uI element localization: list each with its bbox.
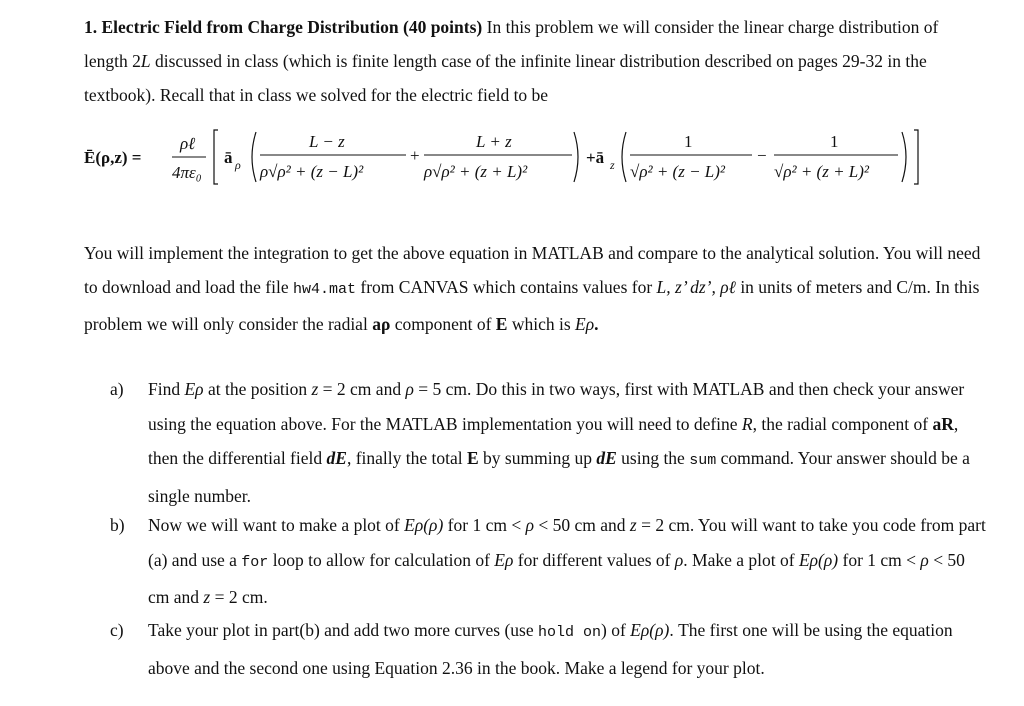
a-t7: , finally the total bbox=[346, 448, 467, 468]
eq-term3-den: √ρ² + (z − L)² bbox=[630, 162, 726, 181]
a-t2: at the position bbox=[203, 379, 312, 399]
eq-outer-bracket-left bbox=[214, 130, 218, 184]
eq-outer-bracket-right bbox=[914, 130, 918, 184]
eq-paren-1-right bbox=[574, 132, 578, 182]
p2-Erho: Eρ bbox=[575, 314, 595, 334]
eq-term3-num: 1 bbox=[684, 132, 693, 151]
c-t1: Take your plot in part(b) and add two more curves (use bbox=[148, 620, 538, 640]
eq-unit-z-sub: z bbox=[610, 158, 615, 172]
b-t6: for different values of bbox=[513, 549, 675, 570]
part-b-text bbox=[148, 508, 990, 615]
p2-unit-vector: aρ bbox=[372, 314, 391, 334]
part-b bbox=[110, 508, 990, 615]
part-a bbox=[110, 372, 990, 513]
b-z: z bbox=[629, 515, 637, 535]
a-sum-code: sum bbox=[689, 452, 717, 469]
b-t4: = 2 cm. You will want to take you code from part (a) and use a bbox=[148, 515, 986, 570]
eq-paren-2-left bbox=[622, 132, 626, 182]
b-t3: < 50 cm and bbox=[533, 515, 630, 535]
b-Er3: Eρ(ρ) bbox=[798, 549, 839, 570]
c-hold-code: hold on bbox=[537, 624, 601, 641]
a-E: E bbox=[466, 448, 479, 468]
eq-term1-den: ρ√ρ² + (z − L)² bbox=[260, 162, 364, 181]
eq-unit-rho: ā bbox=[224, 148, 233, 167]
b-t1: Now we will want to make a plot of bbox=[148, 515, 405, 535]
eq-plus-1: + bbox=[410, 146, 420, 165]
problem-number: 1. bbox=[84, 17, 98, 37]
intro-L: L bbox=[140, 51, 151, 71]
p2-text-6: . bbox=[594, 314, 599, 334]
a-t3: = 2 cm and bbox=[318, 379, 406, 399]
c-t3: . The first one will be using the equation above and the second one using Equation 2.36 in the book. Make a legend for your plot. bbox=[148, 620, 953, 678]
part-c-text bbox=[148, 613, 990, 685]
eq-unit-rho-sub: ρ bbox=[235, 158, 241, 172]
p2-text-3: in units of meters and C/m. In this problem we will only consider the radial bbox=[84, 277, 980, 334]
a-t8: by summing up bbox=[478, 448, 597, 468]
b-Er2: Eρ bbox=[494, 549, 514, 570]
intro-text-1: In this problem we will consider the linear charge distribution of length 2 bbox=[84, 17, 939, 71]
b-t8: for 1 cm < bbox=[838, 549, 921, 570]
b-z2: z bbox=[203, 587, 211, 607]
eq-unit-z: +ā bbox=[586, 148, 605, 167]
p2-variables: L, z’ dz’, ρℓ bbox=[656, 277, 736, 297]
a-Er: Eρ bbox=[184, 379, 204, 399]
a-t1: Find bbox=[148, 379, 185, 399]
instructions-paragraph bbox=[84, 236, 984, 341]
a-R: R bbox=[741, 413, 753, 434]
eq-term4-den: √ρ² + (z + L)² bbox=[774, 162, 870, 181]
part-b-label: b) bbox=[110, 515, 125, 535]
a-t6: , then the differential field bbox=[148, 413, 959, 468]
p2-text-4: component of bbox=[390, 314, 496, 334]
eq-prefactor-den: 4πε₀ bbox=[172, 163, 202, 182]
c-Er: Eρ(ρ) bbox=[630, 620, 670, 640]
b-for-code: for bbox=[241, 553, 269, 571]
b-rho3: ρ bbox=[920, 549, 929, 570]
eq-prefactor-num: ρℓ bbox=[180, 134, 196, 153]
part-a-text bbox=[148, 372, 990, 513]
b-rho2: ρ bbox=[674, 549, 684, 570]
b-t10: = 2 cm. bbox=[210, 587, 268, 607]
a-aR: aR bbox=[932, 413, 954, 434]
b-t2: for 1 cm < bbox=[443, 515, 526, 535]
electric-field-equation bbox=[84, 122, 964, 192]
eq-term2-den: ρ√ρ² + (z + L)² bbox=[424, 162, 528, 181]
b-t7: . Make a plot of bbox=[683, 549, 799, 570]
part-c-label: c) bbox=[110, 620, 124, 640]
p2-E: E bbox=[495, 314, 508, 334]
problem-title: Electric Field from Charge Distribution (40 points) bbox=[101, 17, 483, 37]
filename-code: hw4.mat bbox=[292, 281, 356, 298]
part-a-label: a) bbox=[110, 379, 124, 399]
a-t5: , the radial component of bbox=[752, 413, 933, 434]
eq-term1-num: L − z bbox=[309, 132, 345, 151]
a-t10: command. Your answer should be a single number. bbox=[148, 448, 970, 506]
b-t9: < 50 cm and bbox=[148, 549, 965, 607]
a-t9: using the bbox=[616, 448, 690, 468]
eq-paren-1-left bbox=[252, 132, 256, 182]
a-rho: ρ bbox=[405, 379, 414, 399]
part-c bbox=[110, 613, 990, 685]
eq-minus: − bbox=[757, 146, 767, 165]
b-rho: ρ bbox=[525, 515, 534, 535]
b-Er: Eρ(ρ) bbox=[404, 515, 444, 535]
eq-term2-num: L + z bbox=[476, 132, 512, 151]
b-t5: loop to allow for calculation of bbox=[268, 549, 495, 570]
p2-text-1: You will implement the integration to get the above equation in MATLAB and compare to the analytical solution. You will need to download and load the file bbox=[84, 243, 981, 297]
eq-lhs: Ē(ρ,z) = bbox=[84, 148, 142, 167]
a-dE2: dE bbox=[596, 448, 617, 468]
c-t2: ) of bbox=[601, 620, 631, 640]
p2-text-2: from CANVAS which contains values for bbox=[356, 277, 657, 297]
eq-paren-2-right bbox=[902, 132, 906, 182]
a-t4: = 5 cm. Do this in two ways, first with MATLAB and then check your answer using the equation above. For the MATLAB implementation you will need to define bbox=[148, 379, 965, 434]
p2-text-5: which is bbox=[507, 314, 576, 334]
eq-term4-num: 1 bbox=[830, 132, 839, 151]
a-z: z bbox=[311, 379, 319, 399]
intro-paragraph bbox=[84, 10, 984, 112]
intro-text-2: discussed in class (which is finite length case of the infinite linear distribution described on pages 29-32 in the textbook). Recall that in class we solved for the electric field to be bbox=[84, 51, 927, 105]
a-dE: dE bbox=[326, 448, 347, 468]
